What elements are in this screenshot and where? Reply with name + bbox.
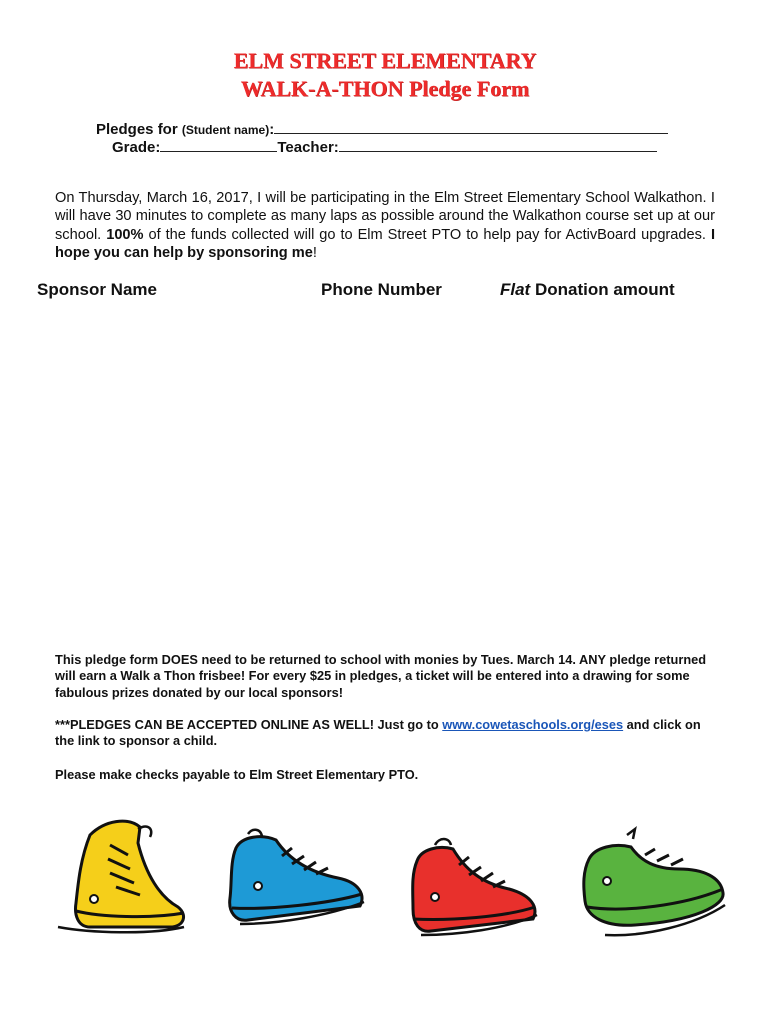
- sponsor-name-header: Sponsor Name: [37, 280, 157, 299]
- phone-number-header: Phone Number: [321, 280, 442, 299]
- intro-text-1: On Thursday, March 16, 2017, I will be participating in the Elm Street Elementary School Walkathon. I will have 30 minutes to complete as many laps as possible around the Walkathon course set up at our school.: [55, 190, 715, 243]
- grade-field[interactable]: [160, 137, 277, 152]
- grade-label: Grade:: [112, 139, 161, 156]
- student-name-label: (Student name): [181, 123, 270, 137]
- yellow-sneaker-icon: [50, 815, 190, 940]
- return-notice: This pledge form DOES need to be returned to school with monies by Tues. March 14. ANY pledge returned will earn a Walk a Thon frisbee! For every $25 in pledges, a ticket will be entered into a drawing for some fabulous prizes donated by our local sponsors!: [55, 652, 707, 700]
- green-sneaker-icon: [575, 825, 730, 945]
- donation-amount-header: [500, 280, 675, 300]
- red-sneaker-icon: [405, 835, 545, 945]
- student-name-field[interactable]: [274, 119, 668, 134]
- intro-text-2: of the funds collected will go to Elm Street PTO to help pay for ActivBoard upgrades.: [143, 226, 711, 243]
- grade-teacher-line: [112, 137, 657, 156]
- school-title: ELM STREET ELEMENTARY: [233, 48, 537, 73]
- teacher-label: Teacher:: [277, 139, 339, 156]
- teacher-field[interactable]: [339, 137, 657, 152]
- online-notice-text: ***PLEDGES CAN BE ACCEPTED ONLINE AS WELL! Just go to: [55, 717, 443, 732]
- pledges-for-label: Pledges for: [96, 121, 178, 138]
- online-notice-text-end: and click on the link to sponsor a child.: [55, 717, 701, 749]
- form-title: WALK-A-THON Pledge Form: [240, 76, 530, 101]
- intro-paragraph: [55, 189, 715, 262]
- flat-label: Flat: [500, 280, 531, 299]
- intro-bold-percent: 100%: [106, 226, 144, 243]
- donation-amount-label: Donation amount: [530, 280, 675, 299]
- intro-text-end: !: [312, 244, 317, 261]
- student-name-line: Pledges for (Student name):: [96, 119, 668, 138]
- intro-bold-help: I hope you can help by sponsoring me: [55, 226, 716, 261]
- blue-sneaker-icon: [218, 828, 368, 938]
- online-notice: [55, 717, 715, 750]
- website-link[interactable]: www.cowetaschools.org/eses: [442, 717, 624, 732]
- checks-notice: Please make checks payable to Elm Street Elementary PTO.: [55, 767, 419, 782]
